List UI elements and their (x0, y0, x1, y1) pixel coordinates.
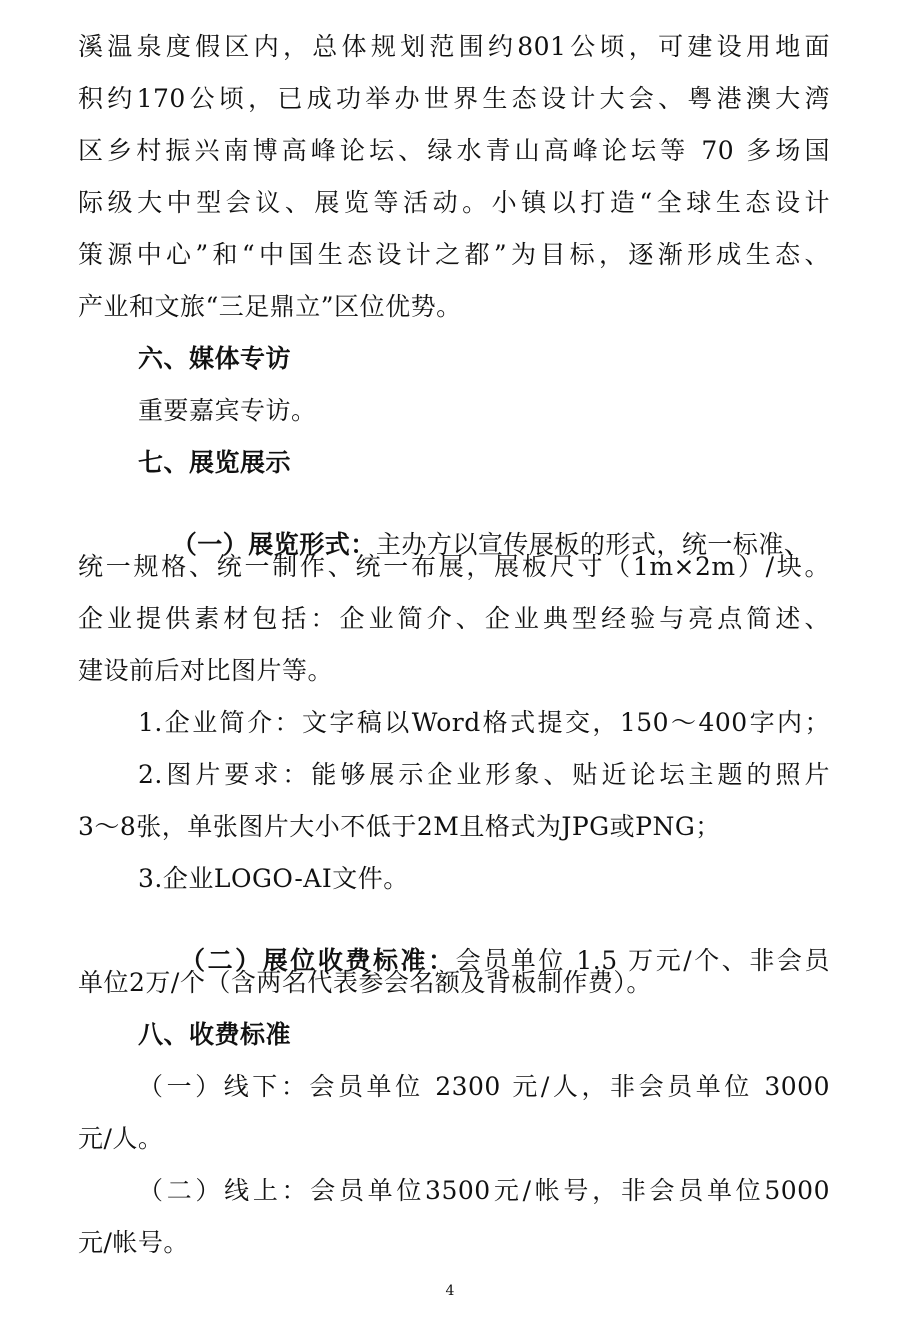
page-number: 4 (445, 1283, 455, 1299)
list-item: 3.企业LOGO-AI文件。 (138, 864, 409, 893)
paragraph-line: 区乡村振兴南博高峰论坛、绿水青山高峰论坛等 70 多场国 (78, 136, 830, 165)
list-item: 2.图片要求：能够展示企业形象、贴近论坛主题的照片 (138, 760, 830, 789)
paragraph-line: 际级大中型会议、展览等活动。小镇以打造“全球生态设计 (78, 188, 830, 217)
fee-line: （二）线上：会员单位3500元/帐号，非会员单位5000 (138, 1176, 830, 1205)
list-item: 1.企业简介：文字稿以Word格式提交，150～400字内； (138, 708, 830, 737)
fee-line-continuation: 元/人。 (78, 1124, 164, 1153)
paragraph-line: 企业提供素材包括：企业简介、企业典型经验与亮点简述、 (78, 604, 830, 633)
fee-line-continuation: 元/帐号。 (78, 1228, 189, 1257)
paragraph-line: 建设前后对比图片等。 (78, 656, 334, 685)
paragraph-line: 策源中心”和“中国生态设计之都”为目标，逐渐形成生态、 (78, 240, 830, 269)
subsection-text: 会员单位 1.5 万元/个、非会员 (455, 946, 830, 975)
paragraph-line: 统一规格、统一制作、统一布展，展板尺寸（1m×2m）/块。 (78, 552, 830, 581)
subsection-label: （一）展览形式： (171, 530, 376, 559)
paragraph-line: 积约170公顷，已成功举办世界生态设计大会、粤港澳大湾 (78, 84, 830, 113)
section-heading-exhibition: 七、展览展示 (138, 448, 292, 477)
section-heading-media: 六、媒体专访 (138, 344, 292, 373)
paragraph-line: 单位2万/个（含两名代表参会名额及背板制作费）。 (78, 968, 652, 997)
fee-line: （一）线下：会员单位 2300 元/人，非会员单位 3000 (138, 1072, 830, 1101)
list-item-continuation: 3～8张，单张图片大小不低于2M且格式为JPG或PNG； (78, 812, 721, 841)
section-heading-fees: 八、收费标准 (138, 1020, 292, 1049)
subsection-label: （二）展位收费标准： (180, 946, 456, 975)
paragraph-line: 产业和文旅“三足鼎立”区位优势。 (78, 292, 462, 321)
subsection-text: 主办方以宣传展板的形式，统一标准、 (375, 530, 810, 559)
paragraph-line: 溪温泉度假区内，总体规划范围约801公顷，可建设用地面 (78, 32, 830, 61)
paragraph-line: 重要嘉宾专访。 (138, 396, 317, 425)
